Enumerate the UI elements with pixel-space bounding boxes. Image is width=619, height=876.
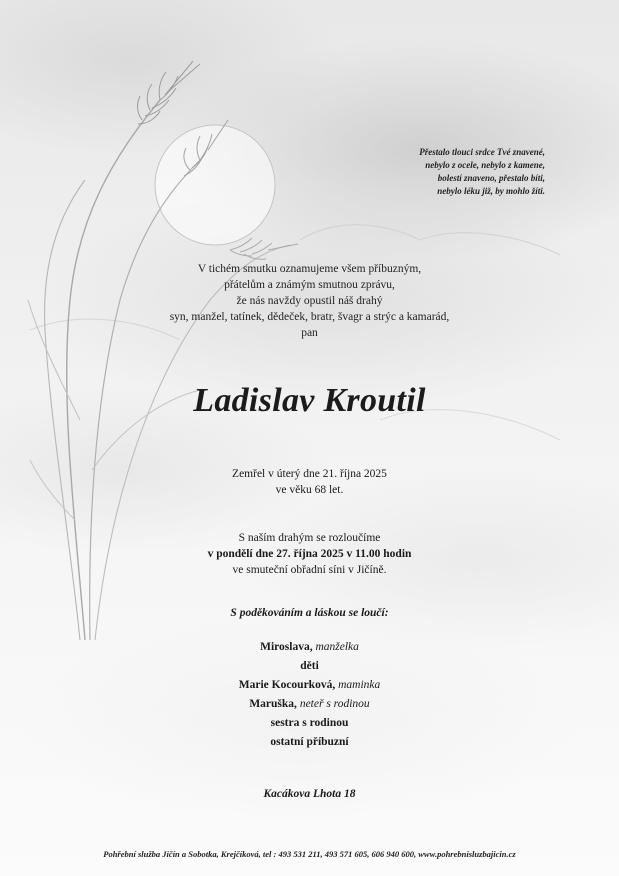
sun-illustration xyxy=(155,125,275,245)
poem-line: nebylo léku již, by mohlo žíti. xyxy=(437,186,545,196)
intro-line: pan xyxy=(301,327,318,339)
mourner-item xyxy=(0,695,619,714)
family-address: Kacákova Lhota 18 xyxy=(263,788,356,800)
funeral-info xyxy=(0,530,619,578)
mourners-list xyxy=(0,638,619,752)
poem-line: nebylo z ocele, nebylo z kamene, xyxy=(425,160,545,170)
mourner-item xyxy=(0,676,619,695)
intro-line: syn, manžel, tatínek, dědeček, bratr, švagr a strýc a kamarád, xyxy=(169,311,450,323)
death-age: ve věku 68 let. xyxy=(275,484,344,496)
funeral-service-footer: Pohřební služba Jičín a Sobotka, Krejčíková, tel : 493 531 211, 493 571 605, 606 940 600, www.pohrebnisluzbajicin.cz xyxy=(103,849,516,859)
funeral-location: ve smuteční obřadní síni v Jičíně. xyxy=(232,564,387,576)
poem-line: Přestalo tlouci srdce Tvé znavené, xyxy=(419,147,545,157)
mourner-name: děti xyxy=(300,660,319,672)
funeral-line: S naším drahým se rozloučíme xyxy=(238,532,381,544)
mourner-name: sestra s rodinou xyxy=(270,717,349,729)
funeral-datetime: v pondělí dne 27. října 2025 v 11.00 hodin xyxy=(207,548,412,560)
deceased-name: Ladislav Kroutil xyxy=(193,382,426,419)
mourner-item xyxy=(0,657,619,676)
mourner-name: Maruška, xyxy=(249,698,297,710)
farewell-heading: S poděkováním a láskou se loučí: xyxy=(230,607,389,619)
intro-line: přátelům a známým smutnou zprávu, xyxy=(224,279,395,291)
poem-line: bolestí znaveno, přestalo bíti, xyxy=(437,173,545,183)
mourner-relation: neteř s rodinou xyxy=(299,698,370,710)
intro-line: V tichém smutku oznamujeme všem příbuzným, xyxy=(197,263,422,275)
cloud-outline xyxy=(300,225,560,255)
death-date: Zemřel v úterý dne 21. října 2025 xyxy=(232,468,387,480)
mourner-relation: manželka xyxy=(315,641,359,653)
mourner-relation: maminka xyxy=(338,679,381,691)
mourner-item xyxy=(0,714,619,733)
mourner-name: Marie Kocourková, xyxy=(238,679,336,691)
death-info xyxy=(0,466,619,498)
intro-line: že nás navždy opustil náš drahý xyxy=(236,295,383,307)
mourner-name: Miroslava, xyxy=(260,641,313,653)
wheat-ear xyxy=(230,238,298,259)
wheat-ear xyxy=(138,61,200,124)
mourner-item xyxy=(0,638,619,657)
mourner-item xyxy=(0,733,619,752)
announcement-intro xyxy=(0,261,619,341)
poem-verse xyxy=(340,146,545,198)
mourner-name: ostatní příbuzní xyxy=(270,736,349,748)
